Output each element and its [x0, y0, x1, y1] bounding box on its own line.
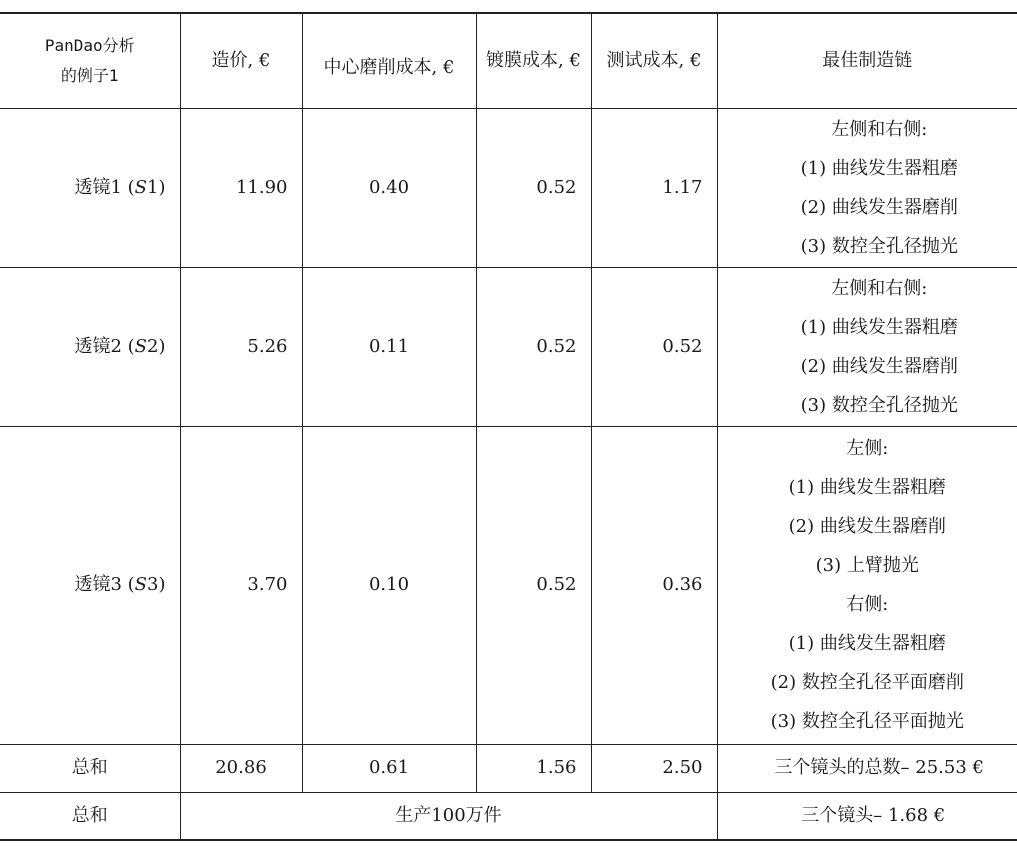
- centering-cell: 0.10: [302, 426, 476, 744]
- chain-line: (2) 曲线发生器磨削: [788, 516, 946, 537]
- coating-cell: 0.52: [476, 267, 591, 426]
- cost-table: [0, 12, 1017, 841]
- total-production: 生产100万件: [180, 792, 717, 840]
- header-coating-cost: 镀膜成本, €: [476, 13, 591, 108]
- header-price: 造价, €: [180, 13, 302, 108]
- coating-cell: 0.52: [476, 426, 591, 744]
- centering-cell: 0.11: [302, 267, 476, 426]
- chain-line: (1) 曲线发生器粗磨: [800, 316, 958, 338]
- total-label: 总和: [0, 792, 180, 840]
- lens-label: 透镜1 (S1): [0, 108, 180, 267]
- header-example-line1: PanDao分析: [44, 35, 135, 55]
- table-row-lens2: [0, 267, 1017, 426]
- coating-cell: 0.52: [476, 108, 591, 267]
- chain-line: (1) 曲线发生器粗磨: [788, 477, 946, 498]
- table-row-lens3: [0, 426, 1017, 744]
- sum-price: 20.86: [180, 744, 302, 792]
- header-example: [0, 13, 180, 108]
- lens-label: 透镜3 (S3): [0, 426, 180, 744]
- total-row: [0, 792, 1017, 840]
- chain-cell: [717, 426, 1017, 744]
- chain-line: (3) 数控全孔径平面抛光: [770, 711, 964, 732]
- chain-line: 左侧:: [846, 438, 889, 459]
- price-cell: 3.70: [180, 426, 302, 744]
- lens-label: 透镜2 (S2): [0, 267, 180, 426]
- chain-line: 左侧和右侧:: [831, 118, 928, 140]
- chain-cell: [717, 108, 1017, 267]
- price-cell: 11.90: [180, 108, 302, 267]
- chain-line: (3) 上臂抛光: [815, 555, 919, 576]
- chain-line: 左侧和右侧:: [831, 277, 928, 299]
- chain-line: (2) 曲线发生器磨削: [800, 196, 958, 218]
- sum-row: [0, 744, 1017, 792]
- chain-line: (3) 数控全孔径抛光: [800, 394, 958, 416]
- sum-chain: 三个镜头的总数– 25.53 €: [717, 744, 1017, 792]
- table-row-lens1: [0, 108, 1017, 267]
- sum-label: 总和: [0, 744, 180, 792]
- price-cell: 5.26: [180, 267, 302, 426]
- header-test-cost: 测试成本, €: [591, 13, 717, 108]
- header-centering-cost: 中心磨削成本, €: [302, 13, 476, 108]
- test-cell: 1.17: [591, 108, 717, 267]
- chain-line: (2) 曲线发生器磨削: [800, 355, 958, 377]
- chain-line: (1) 曲线发生器粗磨: [800, 157, 958, 179]
- chain-line: 右侧:: [846, 594, 889, 615]
- chain-line: (2) 数控全孔径平面磨削: [770, 672, 964, 693]
- chain-line: (1) 曲线发生器粗磨: [788, 633, 946, 654]
- header-example-line2: 的例子1: [60, 65, 119, 85]
- sum-coating: 1.56: [476, 744, 591, 792]
- chain-cell: [717, 267, 1017, 426]
- sum-centering: 0.61: [302, 744, 476, 792]
- centering-cell: 0.40: [302, 108, 476, 267]
- chain-line: (3) 数控全孔径抛光: [800, 235, 958, 257]
- sum-test: 2.50: [591, 744, 717, 792]
- total-chain: 三个镜头– 1.68 €: [717, 792, 1017, 840]
- test-cell: 0.52: [591, 267, 717, 426]
- test-cell: 0.36: [591, 426, 717, 744]
- header-row: [0, 13, 1017, 108]
- header-best-chain: 最佳制造链: [717, 13, 1017, 108]
